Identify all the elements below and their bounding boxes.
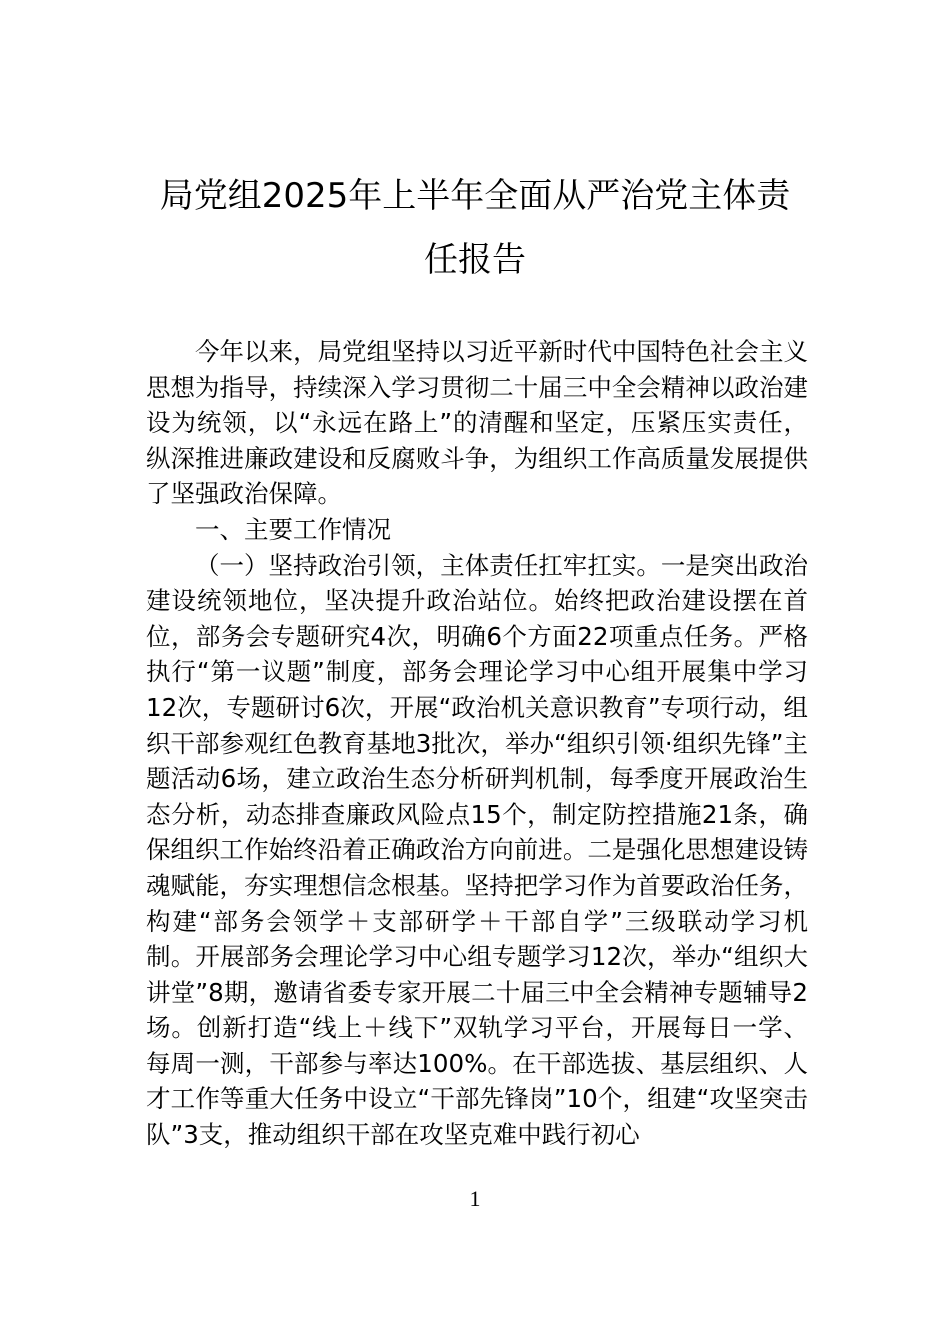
title-line-1: 局党组2025年上半年全面从严治党主体责	[159, 176, 791, 216]
title-line-2: 任报告	[424, 240, 526, 280]
body-paragraph: （一）坚持政治引领，主体责任扛牢扛实。一是突出政治建设统领地位，坚决提升政治站位。始终把政治建设摆在首位，部务会专题研究4次，明确6个方面22项重点任务。严格执行“第一议题”制度，部务会理论学习中心组开展集中学习12次，专题研讨6次，开展“政治机关意识教育”专项行动，组织干部参观红色教育基地3批次，举办“组织引领·组织先锋”主题活动6场，建立政治生态分析研判机制，每季度开展政治生态分析，动态排查廉政风险点15个，制定防控措施21条，确保组织工作始终沿着正确政治方向前进。二是强化思想建设铸魂赋能，夯实理想信念根基。坚持把学习作为首要政治任务，构建“部务会领学＋支部研学＋干部自学”三级联动学习机制。开展部务会理论学习中心组专题学习12次，举办“组织大讲堂”8期，邀请省委专家开展二十届三中全会精神专题辅导2场。创新打造“线上＋线下”双轨学习平台，开展每日一学、每周一测，干部参与率达100%。在干部选拔、基层组织、人才工作等重大任务中设立“干部先锋岗”10个，组建“攻坚突击队”3支，推动组织干部在攻坚克难中践行初心	[146, 550, 808, 1150]
document-body	[146, 334, 808, 1153]
document-title	[130, 164, 820, 292]
intro-paragraph: 今年以来，局党组坚持以习近平新时代中国特色社会主义思想为指导，持续深入学习贯彻二十届三中全会精神以政治建设为统领，以“永远在路上”的清醒和坚定，压紧压实责任，纵深推进廉政建设和反腐败斗争，为组织工作高质量发展提供了坚强政治保障。	[146, 337, 808, 509]
page-number: 1	[469, 1186, 481, 1211]
section-heading: 一、主要工作情况	[195, 514, 391, 544]
